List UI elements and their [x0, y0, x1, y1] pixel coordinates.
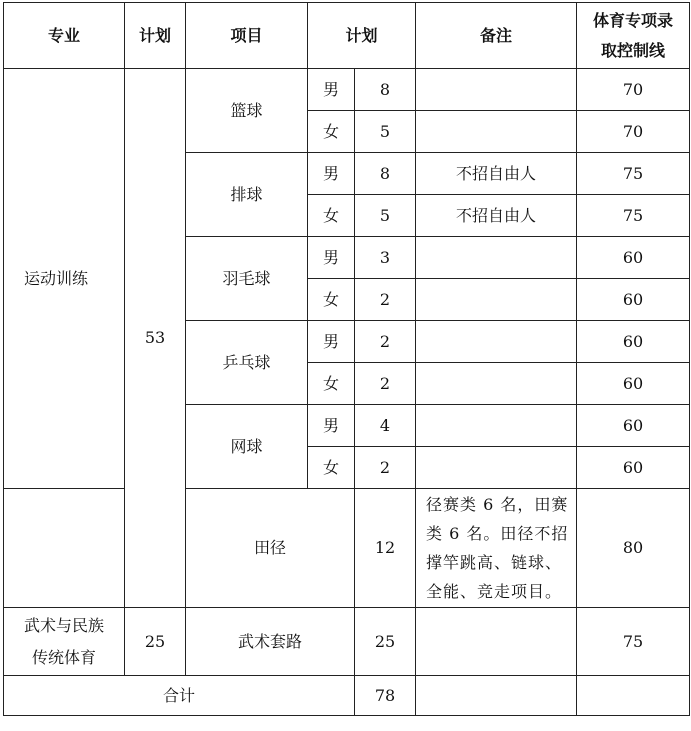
total-count: 78	[355, 676, 416, 716]
count-cell: 8	[355, 153, 416, 195]
count-cell: 25	[355, 608, 416, 676]
remark-cell: 不招自由人	[416, 153, 577, 195]
plan-cell: 25	[125, 608, 186, 676]
header-plan-detail: 计划	[308, 3, 416, 69]
gender-cell: 男	[308, 69, 355, 111]
count-cell: 2	[355, 447, 416, 489]
line-cell: 70	[577, 69, 690, 111]
remark-cell: 不招自由人	[416, 195, 577, 237]
line-cell: 75	[577, 608, 690, 676]
remark-cell	[416, 363, 577, 405]
line-cell: 60	[577, 237, 690, 279]
header-control-line-part2: 取控制线	[601, 40, 666, 60]
header-plan: 计划	[125, 3, 186, 69]
major-line1: 武术与民族	[23, 615, 104, 635]
remark-cell	[416, 111, 577, 153]
remark-cell	[416, 405, 577, 447]
line-cell: 75	[577, 153, 690, 195]
header-row	[4, 3, 690, 69]
line-cell: 80	[577, 489, 690, 608]
header-remark: 备注	[416, 3, 577, 69]
project-cell: 武术套路	[186, 608, 355, 676]
header-project: 项目	[186, 3, 308, 69]
major-cell	[4, 608, 125, 676]
major-cell: 运动训练	[4, 69, 125, 489]
total-row	[4, 676, 690, 716]
remark-cell	[416, 676, 577, 716]
table-row	[4, 608, 690, 676]
count-cell: 3	[355, 237, 416, 279]
admission-plan-table	[3, 2, 690, 716]
count-cell: 2	[355, 321, 416, 363]
project-cell: 排球	[186, 153, 308, 237]
project-cell: 乒乓球	[186, 321, 308, 405]
line-cell: 60	[577, 405, 690, 447]
line-cell: 70	[577, 111, 690, 153]
count-cell: 8	[355, 69, 416, 111]
count-cell: 5	[355, 195, 416, 237]
header-major: 专业	[4, 3, 125, 69]
count-cell: 2	[355, 363, 416, 405]
project-cell: 网球	[186, 405, 308, 489]
remark-cell	[416, 237, 577, 279]
gender-cell: 男	[308, 405, 355, 447]
table-row	[4, 69, 690, 111]
line-cell: 60	[577, 321, 690, 363]
project-cell: 篮球	[186, 69, 308, 153]
count-cell: 2	[355, 279, 416, 321]
count-cell: 5	[355, 111, 416, 153]
remark-cell	[416, 69, 577, 111]
project-cell: 田径	[186, 489, 355, 608]
line-cell: 60	[577, 363, 690, 405]
remark-cell	[416, 321, 577, 363]
remark-cell	[416, 279, 577, 321]
remark-cell	[416, 447, 577, 489]
line-cell	[577, 676, 690, 716]
project-cell: 羽毛球	[186, 237, 308, 321]
gender-cell: 女	[308, 111, 355, 153]
header-control-line	[577, 3, 690, 69]
line-cell: 60	[577, 447, 690, 489]
gender-cell: 男	[308, 237, 355, 279]
count-cell: 12	[355, 489, 416, 608]
remark-cell	[416, 608, 577, 676]
count-cell: 4	[355, 405, 416, 447]
gender-cell: 男	[308, 321, 355, 363]
gender-cell: 女	[308, 447, 355, 489]
header-control-line-part1: 体育专项录	[593, 10, 674, 30]
gender-cell: 男	[308, 153, 355, 195]
plan-cell: 53	[125, 69, 186, 608]
line-cell: 75	[577, 195, 690, 237]
total-label: 合计	[4, 676, 355, 716]
remark-cell: 径赛类 6 名，田赛类 6 名。田径不招撑竿跳高、链球、全能、竞走项目。	[416, 489, 577, 608]
table-row	[4, 489, 690, 608]
major-line2: 传统体育	[31, 647, 96, 667]
gender-cell: 女	[308, 279, 355, 321]
line-cell: 60	[577, 279, 690, 321]
gender-cell: 女	[308, 195, 355, 237]
gender-cell: 女	[308, 363, 355, 405]
